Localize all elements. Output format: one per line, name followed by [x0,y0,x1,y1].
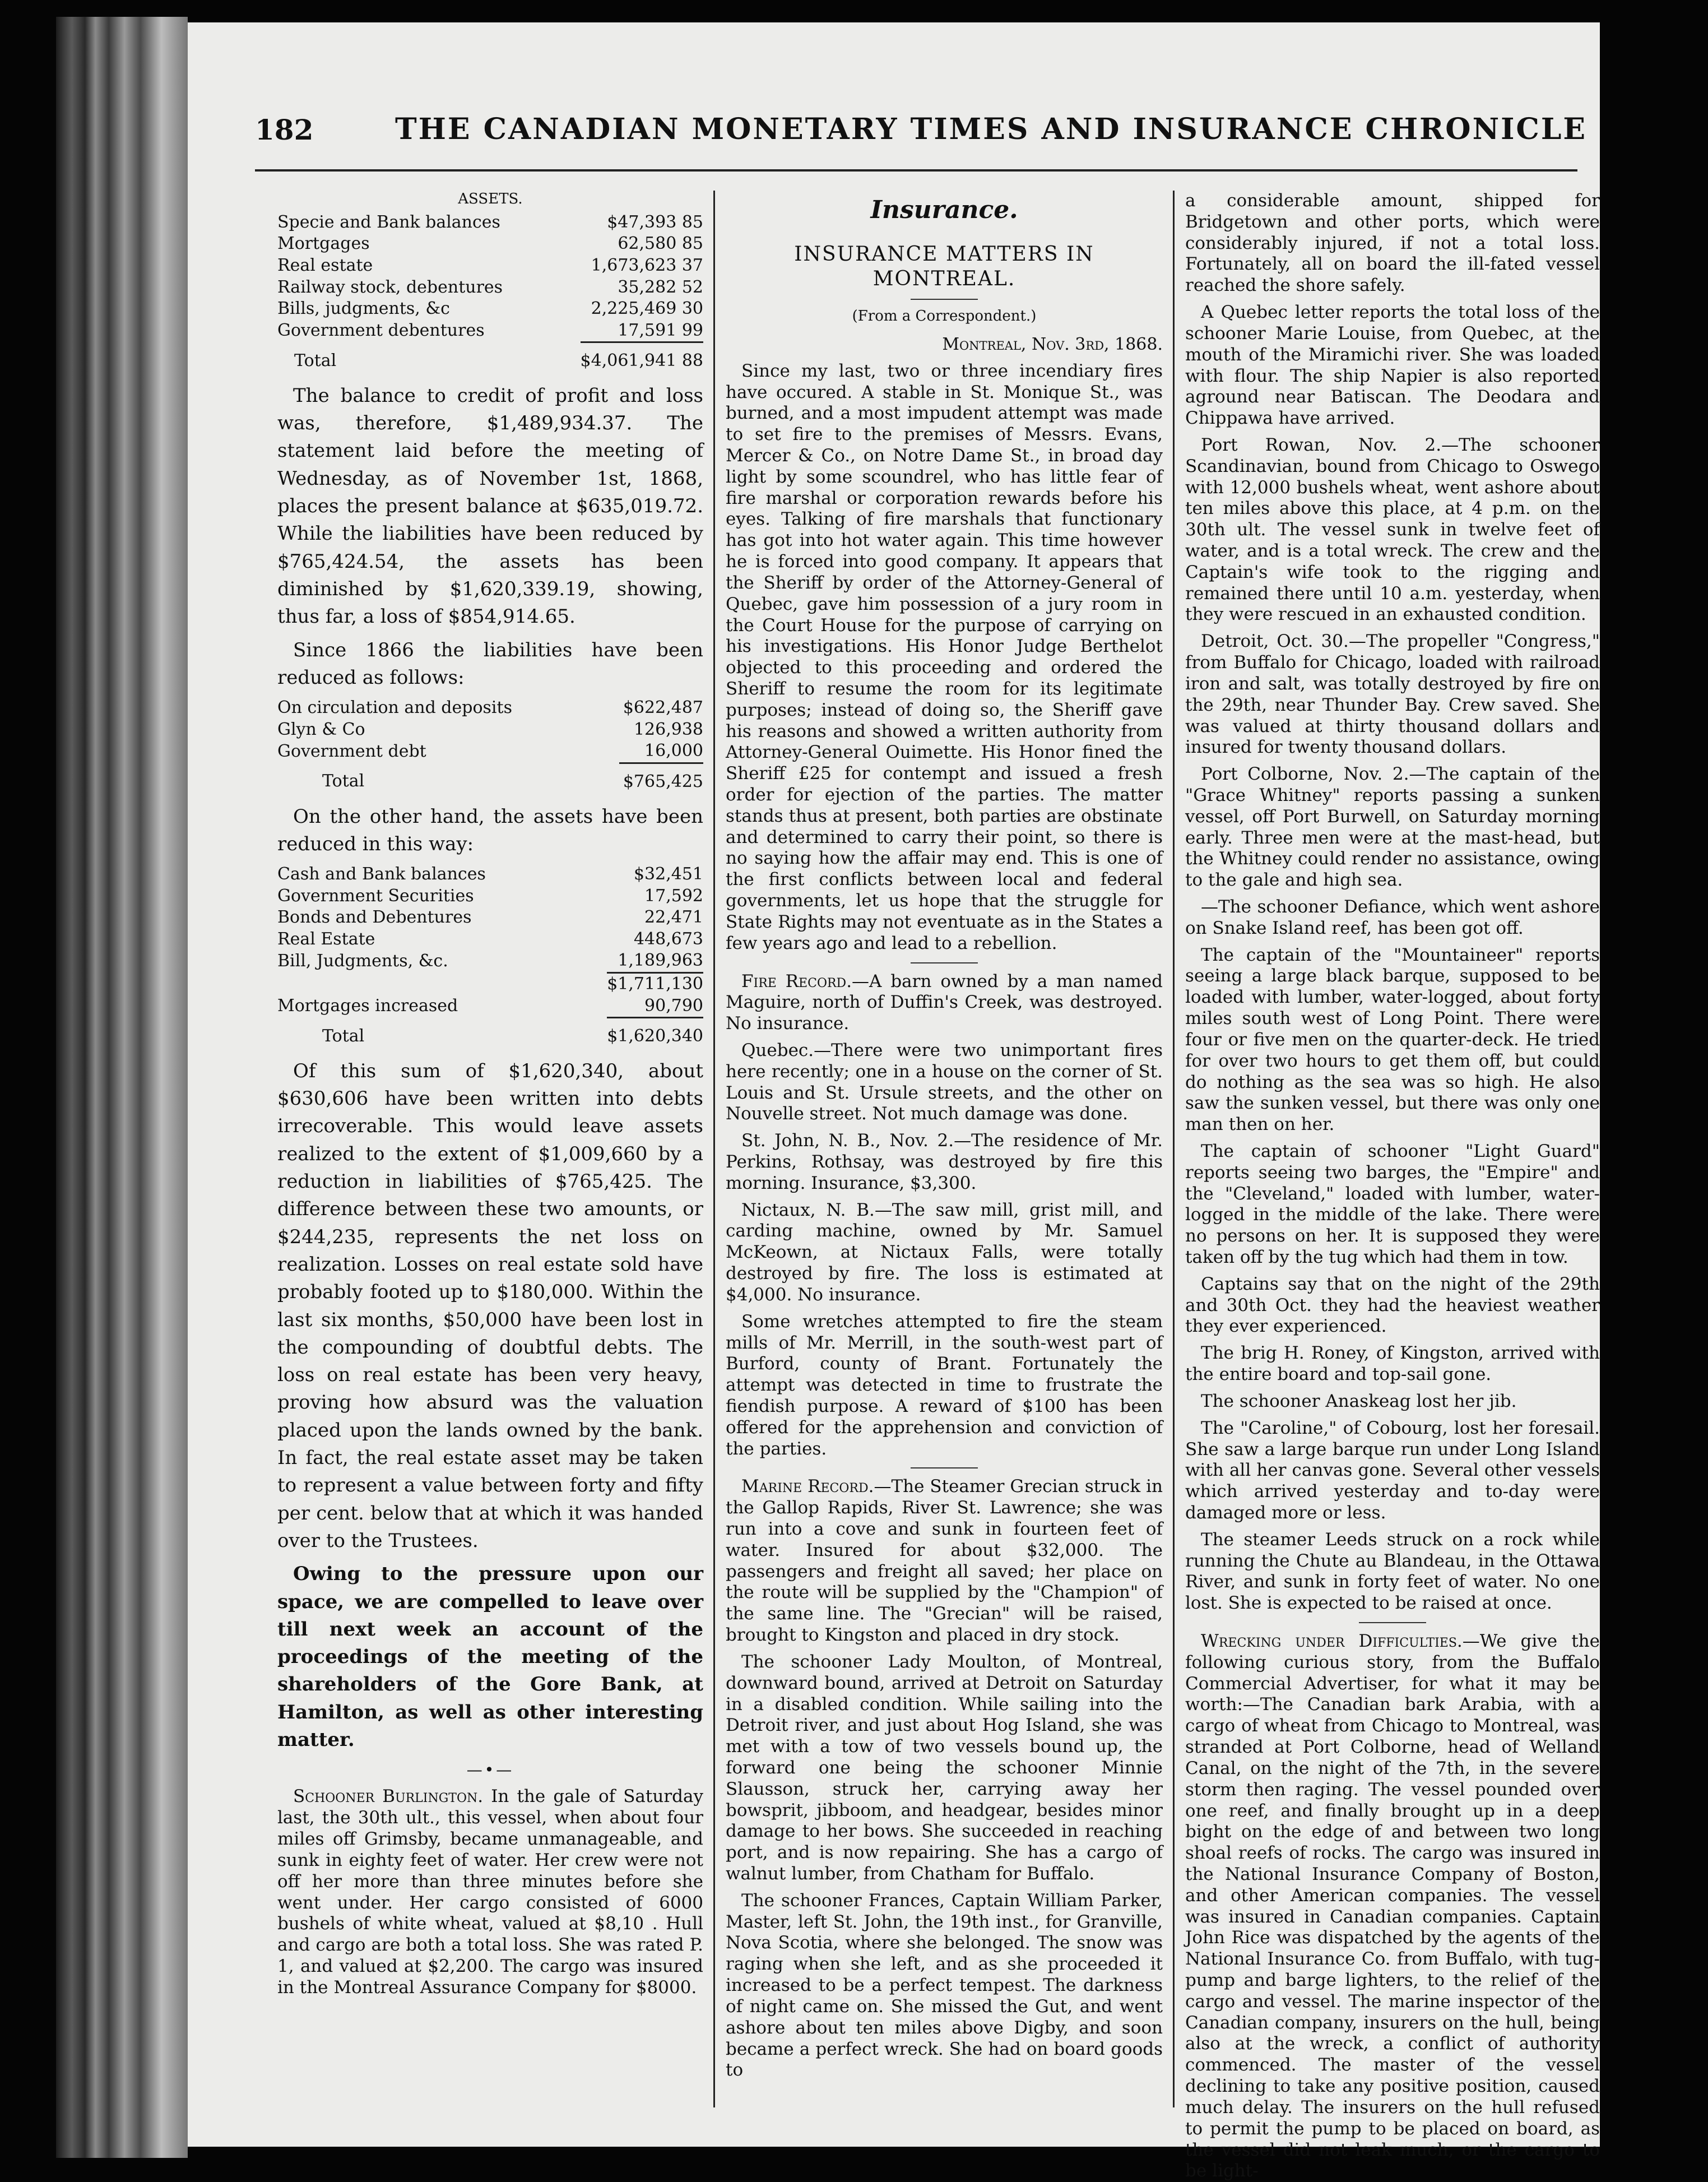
asset-row [277,233,703,255]
marine-record-text: The Steamer Grecian struck in the Gallop Rapids, River St. Lawrence; she was run into a cove and sunk in fourteen feet of water. Insured for about $32,000. The passengers and freight all saved; her place on the route will be supplied by the "Champion" of the same line. The "Grecian" will be raised, brought to Kingston and placed in dry stock. [726,1476,1163,1646]
column-rule-2 [1173,191,1175,2107]
liabilities-total-row [277,763,703,793]
reductions-intro: On the other hand, the assets have been reduced in this way: [277,805,703,855]
quebec-letter: A Quebec letter reports the total loss of the schooner Marie Louise, from Quebec, at the mouth of the Miramichi river. She was loaded with flour. The ship Napier is also reported aground near Batiscan. The Deodara and Chippawa have arrived. [1185,302,1600,429]
asset-label: Government debentures [277,321,485,341]
burford-fire: Some wretches attempted to fire the steam mills of Mr. Merrill, in the south-west part of Burford, county of Brant. Fortunately the attempt was detected in time to frustrate the fiendish purpose. A reward of $100 has been offered for the apprehension and conviction of the parties. [726,1311,1163,1459]
mortgages-value: 90,790 [644,995,703,1016]
asset-label: Specie and Bank balances [277,212,500,232]
reductions-total-row [277,1018,703,1048]
balance-paragraph: The balance to credit of profit and loss was, therefore, $1,489,934.37. The statement laid before the meeting of Wednesday, as of November 1st, 1868, places the present balance at $635,019.72. While the liabilities have been reduced by $765,424.54, the assets has been diminished by $1,620,339.19, showing, thus far, a loss of $854,914.65. [277,384,703,628]
reductions-table [277,864,703,1048]
st-john-fire: St. John, N. B., Nov. 2.—The residence of Mr. Perkins, Rothsay, was destroyed by fire this morning. Insurance, $3,300. [726,1131,1163,1193]
schooner-burlington-head: Schooner Burlington. [293,1786,484,1807]
header-rule [255,169,1577,172]
caroline: The "Caroline," of Cobourg, lost her foresail. She saw a large barque run under Long Island with all her canvas gone. Several other vessels which arrived yesterday and to-day were damaged more or less. [1185,1417,1600,1523]
fire-record-text: A barn owned by a man named Maguire, north of Duffin's Creek, was destroyed. No insurance. [726,971,1163,1034]
wrecking-paragraph [1185,1631,1600,2182]
brig-roney: The brig H. Roney, of Kingston, arrived with the entire board and top-sail gone. [1185,1343,1600,1385]
page-header [255,106,1588,168]
liabilities-intro: Since 1866 the liabilities have been reduced as follows: [277,638,703,689]
owing-notice: Owing to the pressure upon our space, we are compelled to leave over till next week an account of the proceedings of the meeting of the shareholders of the Gore Bank, at Hamilton, as well as other interesting matter. [277,1563,703,1751]
assets-total-row [277,342,703,372]
ornament-divider: —•— [466,1761,514,1780]
reduction-label: Government Securities [277,886,474,906]
liability-row [277,697,703,719]
asset-value: 62,580 85 [618,234,703,254]
reduction-label: Cash and Bank balances [277,864,486,884]
liabilities-table [277,697,703,793]
asset-value: 35,282 52 [618,277,703,297]
liability-value: 16,000 [644,741,703,761]
schooner-defiance: —The schooner Defiance, which went ashore on Snake Island reef, has been got off. [1185,897,1600,938]
book-binding-edge [56,17,188,2158]
captains-say: Captains say that on the night of the 29th and 30th Oct. they had the heaviest weather they ever experienced. [1185,1273,1600,1337]
asset-row [277,320,703,342]
newspaper-page [188,22,1600,2181]
dateline: Montreal, Nov. 3rd, 1868. [942,335,1163,355]
wrecking-text: —We give the following curious story, from the Buffalo Commercial Advertiser, for what it may be worth:—The Canadian bark Arabia, with a cargo of wheat from Chicago to Montreal, was stranded at Port Colborne, head of Welland Canal, on the night of the 7th, in the severe storm then raging. The vessel pounded over one reef, and finally brought up in a deep bight on the edge of and between two long shoal reefs of rocks. The cargo was insured in the National Insurance Company of Boston, and other American companies. The vessel was insured in Canadian companies. Captain John Rice was dispatched by the agents of the National Insurance Co. from Buffalo, with tug-pump and barge lighters, to the relief of the cargo and vessel. The marine inspector of the Canadian company, insurers on the hull, being also at the wreck, a conflict of authority commenced. The master of the vessel declining to take any positive position, caused much delay. The insurers on the hull refused to permit the pump to be placed on board, as the vessel did not leak much, or the cargo to be light- [1185,1631,1600,2181]
liability-value: 126,938 [633,719,703,739]
reduction-row [277,907,703,929]
assets-total-value: $4,061,941 88 [581,342,703,372]
fire-record-intro: Fire Record.—A barn owned by a man named Maguire, north of Duffin's Creek, was destroyed. No insurance. [726,971,1163,1034]
reduction-label: Bonds and Debentures [277,907,472,928]
liability-label: Government debt [277,742,426,762]
mortgages-row [277,995,703,1018]
reduction-row [277,864,703,886]
asset-row [277,277,703,299]
light-guard: The captain of schooner "Light Guard" reports seeing two barges, the "Empire" and the "Cleveland," loaded with lumber, water-logged in the middle of the lake. There were no persons on her. It is supposed they were taken off by the tug which had them in tow. [1185,1141,1600,1267]
marine-record-3: The schooner Frances, Captain William Parker, Master, left St. John, the 19th inst., for Granville, Nova Scotia, where she belonged. The snow was raging when she left, and as she proceeded it increased to be a perfect tempest. The darkness of night came on. She missed the Gut, and went ashore about ten miles above Digby, and soon became a perfect wreck. She had on board goods to [726,1890,1163,2081]
mortgages-label: Mortgages increased [277,996,458,1016]
steamer-leeds: The steamer Leeds struck on a rock while running the Chute au Blandeau, in the Ottawa River, and sunk in forty feet of water. No one lost. She is expected to be raised at once. [1185,1529,1600,1614]
assets-title: ASSETS. [458,191,523,207]
reduction-value: 1,189,963 [618,951,703,971]
reductions-total-label: Total [322,1026,365,1046]
asset-row [277,255,703,277]
column-2 [726,191,1163,2107]
liability-label: Glyn & Co [277,719,365,739]
montreal-letter: Since my last, two or three incendiary fires have occured. A stable in St. Monique St., was burned, and a most impudent attempt was made to set fire to the premises of Messrs. Evans, Mercer & Co., on Notre Dame St., in broad day light by some scoundrel, who has little fear of fire marshal or corporation rewards before his eyes. Talking of fire marshals that functionary has got into hot water again. This time however he is forced into good company. It appears that the Sheriff by order of the Attorney-General of Quebec, gave him possession of a jury room in the Court House for the purpose of carrying on his investigations. His Honor Judge Berthelot objected to this proceeding and ordered the Sheriff to resume the room for its legitimate purposes; instead of doing so, the Sheriff gave his reasons and showed a written authority from Attorney-General Ouimette. His Honor fined the Sheriff £25 for contempt and issued a fresh order for ejection of the parties. The matter stands thus at present, both parties are obstinate and determined to carry their point, so there is no saying how the affair may end. This is one of the first conflicts between local and federal governments, let us hope that the struggle for State Rights may not eventuate as in the States a few years ago and lead to a rebellion. [726,360,1163,953]
assets-total-label: Total [294,350,337,370]
reduction-row [277,929,703,951]
reduction-row [277,950,703,972]
port-rowan: Port Rowan, Nov. 2.—The schooner Scandinavian, bound from Chicago to Oswego with 12,000 bushels wheat, went ashore about ten miles above this place, at 4 p.m. on the 30th ult. The vessel sunk in twelve feet of water, and is a total wreck. The crew and the Captain's wife took to the rigging and remained there until 10 a.m. yesterday, when they were rescued in an exhausted condition. [1185,434,1600,625]
asset-label: Railway stock, debentures [277,277,503,297]
reduction-label: Bill, Judgments, &c. [277,951,448,971]
asset-value: 1,673,623 37 [591,255,703,275]
liability-row [277,719,703,741]
section-rule [911,962,978,963]
reductions-total-value: $1,620,340 [607,1018,703,1048]
section-title: Insurance. [870,196,1018,224]
article-title: INSURANCE MATTERS IN MONTREAL. [794,242,1094,290]
asset-value: 17,591 99 [618,320,703,340]
asset-row [277,298,703,320]
marine-record-head: Marine Record. [741,1476,874,1497]
anaskeag: The schooner Anaskeag lost her jib. [1201,1391,1517,1411]
liabilities-total-value: $765,425 [619,763,703,793]
liability-row [277,740,703,763]
mountaineer: The captain of the "Mountaineer" reports seeing a large black barque, supposed to be loaded with lumber, water-logged, about forty miles south west of Long Point. There were four or five men on the quarter-deck. He tried for over two hours to get them off, but could do nothing as the sea was so high. He also saw the sunken vessel, but there was only one man then on her. [1185,944,1600,1135]
reduction-label: Real Estate [277,929,375,949]
port-colborne: Port Colborne, Nov. 2.—The captain of the "Grace Whitney" reports passing a sunken vessel, off Port Burwell, on Saturday morning early. Three men were at the mast-head, but the Whitney could render no assistance, owing to the gale and high sea. [1185,764,1600,891]
byline: (From a Correspondent.) [852,308,1037,325]
asset-label: Real estate [277,255,373,275]
column-3 [1185,191,1600,2181]
col3-continuation: a considerable amount, shipped for Bridgetown and other ports, which were considerably injured, if not a total loss. Fortunately, all on board the ill-fated vessel reached the shore safely. [1185,191,1600,296]
asset-label: Bills, judgments, &c [277,299,450,319]
assets-table [277,212,703,372]
reduction-value: 448,673 [633,929,703,949]
marine-record-2: The schooner Lady Moulton, of Montreal, downward bound, arrived at Detroit on Saturday in a disabled condition. While sailing into the Detroit river, and just about Hog Island, she was met with a tow of two vessels bound up, the forward one being the schooner Minnie Slausson, struck her, carrying away her bowsprit, jibboom, and headgear, besides minor damage to her bows. She succeeded in reaching port, and is now repairing. She has a cargo of walnut lumber, from Chatham for Buffalo. [726,1651,1163,1884]
reduction-value: $32,451 [633,864,703,884]
nictaux-fire: Nictaux, N. B.—The saw mill, grist mill, and carding machine, owned by Mr. Samuel McKeown, at Nictaux Falls, were totally destroyed by fire. The loss is estimated at $4,000. No insurance. [726,1199,1163,1305]
quebec-fire: Quebec.—There were two unimportant fires here recently; one in a house on the corner of St. Louis and St. Ursule streets, and the other on Nouvelle street. Not much damage was done. [726,1040,1163,1124]
column-1 [277,191,703,2107]
reduction-row [277,886,703,907]
column-rule-1 [713,191,715,2107]
page-number: 182 [255,113,314,146]
asset-value: 2,225,469 30 [591,299,703,319]
reductions-subtotal: $1,711,130 [607,973,703,995]
detroit: Detroit, Oct. 30.—The propeller "Congress," from Buffalo for Chicago, loaded with railroad iron and salt, was totally destroyed by fire on the 29th, near Thunder Bay. Crew saved. She was valued at thirty thousand dollars and insured for twenty thousand dollars. [1185,631,1600,758]
liability-label: On circulation and deposits [277,698,512,718]
asset-label: Mortgages [277,234,370,254]
wrecking-head: Wrecking under Difficulties. [1201,1631,1463,1651]
reduction-value: 22,471 [644,907,703,928]
section-rule-2 [911,1467,978,1468]
section-rule-3 [1359,1622,1426,1623]
reductions-subtotal-row [277,973,703,995]
realization-paragraph: Of this sum of $1,620,340, about $630,606 have been written into debts irrecoverable. This would leave assets realized to the extent of $1,009,660 by a reduction in liabilities of $765,425. The difference between these two amounts, or $244,235, represents the net loss on realization. Losses on real estate sold have probably footed up to $180,000. Within the last six months, $50,000 have been lost in the compounding of doubtful debts. The loss on real estate has been very heavy, proving how absurd was the valuation placed upon the lands owned by the bank. In fact, the real estate asset may be taken to represent a value between forty and fifty per cent. below that at which it was handed over to the Trustees. [277,1059,703,1552]
asset-row [277,212,703,234]
schooner-burlington-paragraph [277,1786,703,1998]
title-rule [911,299,978,300]
asset-value: $47,393 85 [607,212,703,232]
marine-record-1: Marine Record.—The Steamer Grecian struck in the Gallop Rapids, River St. Lawrence; she was run into a cove and sunk in fourteen feet of water. Insured for about $32,000. The passengers and freight all saved; her place on the route will be supplied by the "Champion" of the same line. The "Grecian" will be raised, brought to Kingston and placed in dry stock. [726,1476,1163,1646]
schooner-burlington-text: In the gale of Saturday last, the 30th ult., this vessel, when about four miles off Grimsby, became unmanageable, and sunk in eighty feet of water. Her crew were not off her more than three minutes before she went under. Her cargo consisted of 6000 bushels of white wheat, valued at $8,10 . Hull and cargo are both a total loss. She was rated P. 1, and valued at $2,200. The cargo was insured in the Montreal Assurance Company for $8000. [277,1786,703,1998]
running-head: THE CANADIAN MONETARY TIMES AND INSURANCE CHRONICLE [395,112,1588,146]
fire-record-head: Fire Record. [741,971,852,992]
reduction-value: 17,592 [644,886,703,906]
liabilities-total-label: Total [322,771,365,791]
liability-value: $622,487 [623,698,703,718]
